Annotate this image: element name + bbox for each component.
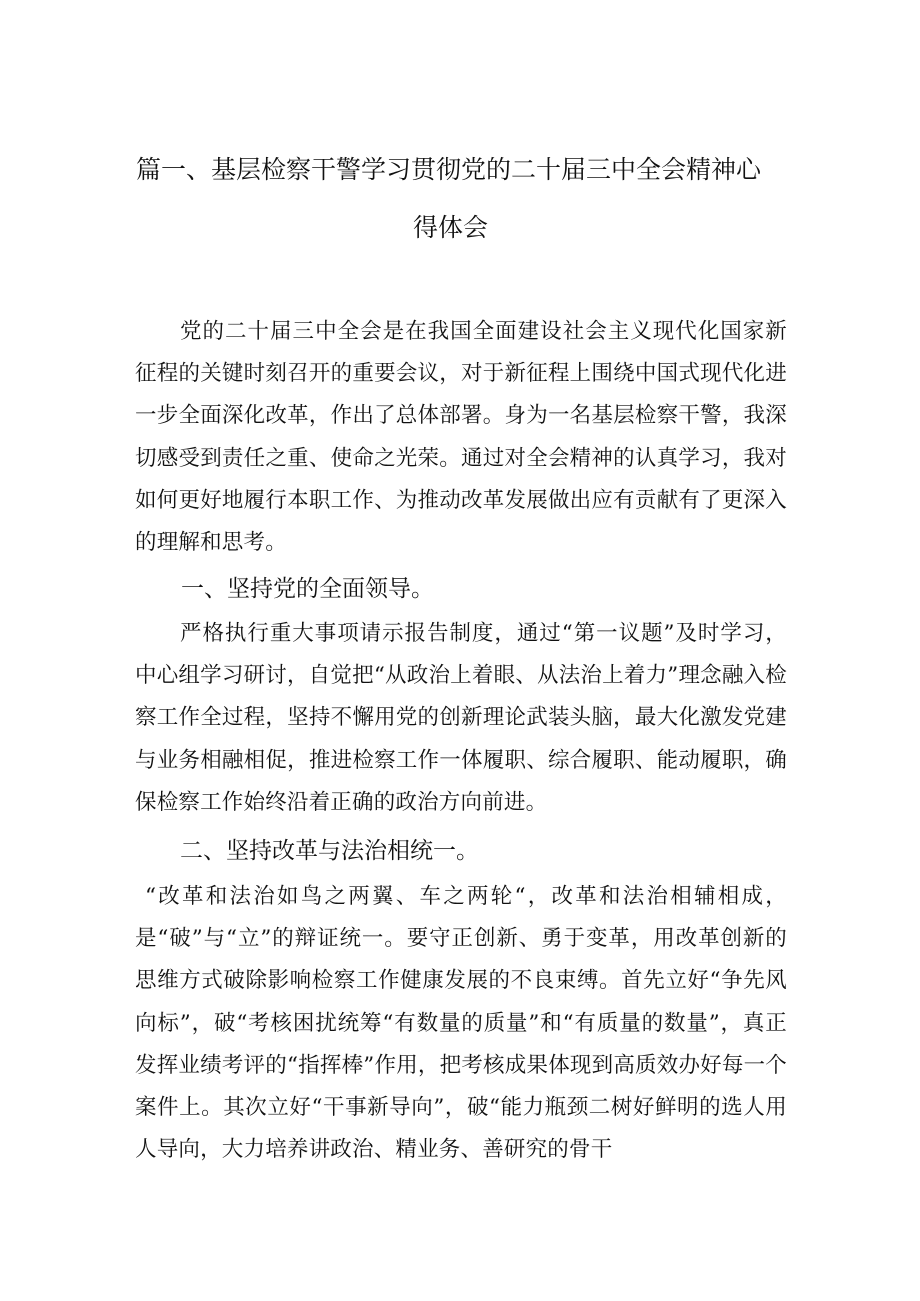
- section-heading-1: 一、坚持党的全面领导。: [181, 576, 434, 602]
- document-title-line-2: 得体会: [413, 213, 489, 242]
- document-title-line-1: 篇一、基层检察干警学习贯彻党的二十届三中全会精神心: [136, 155, 762, 184]
- section-heading-2: 二、坚持改革与法治相统一。: [180, 838, 479, 864]
- section-body-2: “改革和法治如鸟之两翼、车之两轮“，改革和法治相辅相成，是“破”与“立”的辩证统一。要守正创新、勇于变革，用改革创新的思维方式破除影响检察工作健康发展的不良束缚。首先立好“争先风向标”，破“考核困扰统筹“有数量的质量”和“有质量的数量”，真正发挥业绩考评的“指挥棒”作用，把考核成果体现到高质效办好每一个案件上。其次立好“干事新导向”，破“能力瓶颈二树好鲜明的选人用人导向，大力培养讲政治、精业务、善研究的骨干: [135, 884, 787, 1163]
- section-body-1: 严格执行重大事项请示报告制度，通过“第一议题”及时学习，中心组学习研讨，自觉把“从政治上着眼、从法治上着力”理念融入检察工作全过程，坚持不懈用党的创新理论武装头脑，最大化激发党建与业务相融相促，推进检察工作一体履职、综合履职、能动履职，确保检察工作始终沿着正确的政治方向前进。: [135, 621, 787, 815]
- intro-paragraph: 党的二十届三中全会是在我国全面建设社会主义现代化国家新征程的关键时刻召开的重要会议，对于新征程上围绕中国式现代化进一步全面深化改革，作出了总体部署。身为一名基层检察干警，我深切感受到责任之重、使命之光荣。通过对全会精神的认真学习，我对如何更好地履行本职工作、为推动改革发展做出应有贡献有了更深入的理解和思考。: [135, 319, 787, 556]
